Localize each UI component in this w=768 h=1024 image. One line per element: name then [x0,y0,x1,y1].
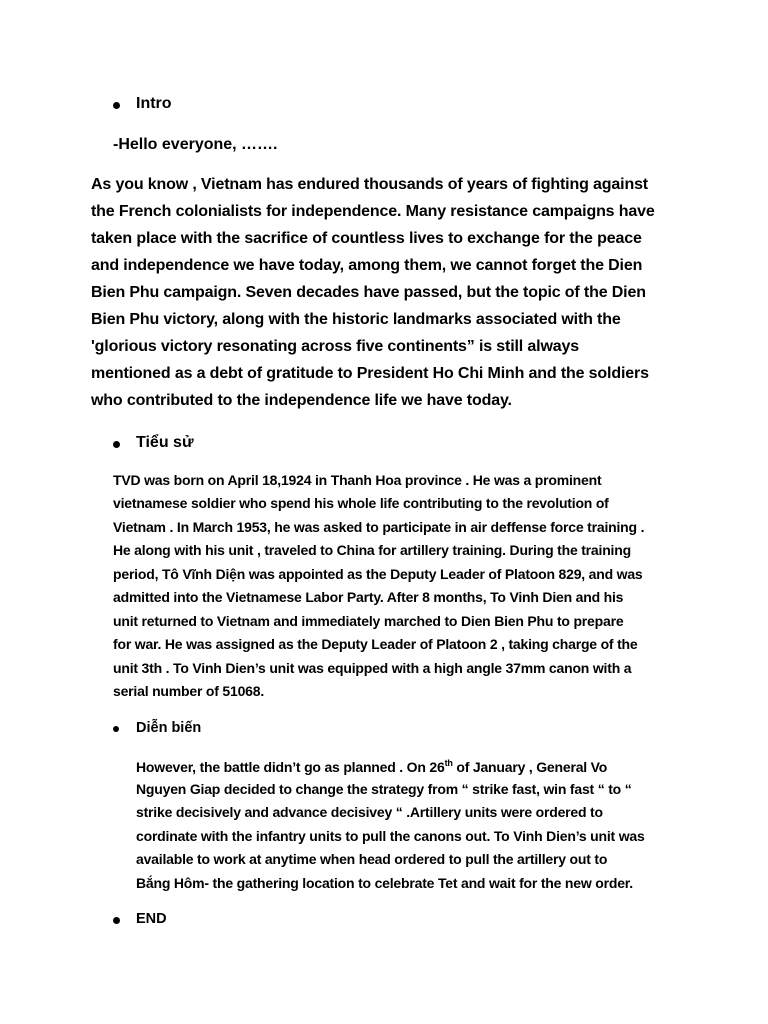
bullet-dot-icon [113,726,119,732]
paragraph-line: unit 3th . To Vinh Dien’s unit was equipped with a high angle 37mm canon with a [113,660,632,676]
paragraph-line: mentioned as a debt of gratitude to President Ho Chi Minh and the soldiers [91,365,649,382]
paragraph-line: Bien Phu victory, along with the historic landmarks associated with the [91,311,621,328]
bullet-dot-icon [113,441,120,448]
paragraph-line: 'glorious victory resonating across five continents” is still always [91,338,579,355]
paragraph-line: serial number of 51068. [113,683,265,699]
paragraph-line: cordinate with the infantry units to pull the canons out. To Vinh Dien’s unit was [136,828,645,844]
paragraph-line: strike decisively and advance decisivey “ .Artillery units were ordered to [136,804,603,820]
paragraph-line: admitted into the Vietnamese Labor Party. After 8 months, To Vinh Dien and his [113,589,624,605]
bullet-label: Tiểu sử [136,434,194,451]
paragraph-line: Vietnam . In March 1953, he was asked to participate in air deffense force training . [113,519,645,535]
paragraph-line: the French colonialists for independence. Many resistance campaigns have [91,203,655,220]
paragraph-line: taken place with the sacrifice of countless lives to exchange for the peace [91,230,642,247]
ordinal-suffix: th [444,758,453,768]
paragraph-line: Nguyen Giap decided to change the strategy from “ strike fast, win fast “ to “ [136,781,632,797]
paragraph-line: Bien Phu campaign. Seven decades have passed, but the topic of the Dien [91,284,646,301]
paragraph-line: unit returned to Vietnam and immediately marched to Dien Bien Phu to prepare [113,613,624,629]
bullet-label: END [136,911,167,927]
paragraph-line: available to work at anytime when head ordered to pull the artillery out to [136,851,608,867]
paragraph-line: and independence we have today, among them, we cannot forget the Dien [91,257,643,274]
line-text: of January , General Vo [452,759,608,775]
bullet-label: Diễn biến [136,720,202,736]
bullet-label: Intro [136,95,172,112]
paragraph-line: period, Tô Vĩnh Diện was appointed as the Deputy Leader of Platoon 829, and was [113,566,643,582]
paragraph-line: He along with his unit , traveled to China for artillery training. During the training [113,542,631,558]
paragraph-line: vietnamese soldier who spend his whole life contributing to the revolution of [113,495,609,511]
line-text: However, the battle didn’t go as planned . On 26 [136,759,445,775]
greeting-text: -Hello everyone, ……. [113,136,278,153]
bullet-dot-icon [113,102,120,109]
paragraph-line: Bắng Hôm- the gathering location to celebrate Tet and wait for the new order. [136,875,633,891]
paragraph-line: for war. He was assigned as the Deputy Leader of Platoon 2 , taking charge of the [113,636,638,652]
paragraph-line: who contributed to the independence life we have today. [91,392,512,409]
paragraph-line: As you know , Vietnam has endured thousands of years of fighting against [91,176,648,193]
paragraph-line [136,759,607,775]
bullet-dot-icon [113,917,120,924]
paragraph-line: TVD was born on April 18,1924 in Thanh Hoa province . He was a prominent [113,472,602,488]
